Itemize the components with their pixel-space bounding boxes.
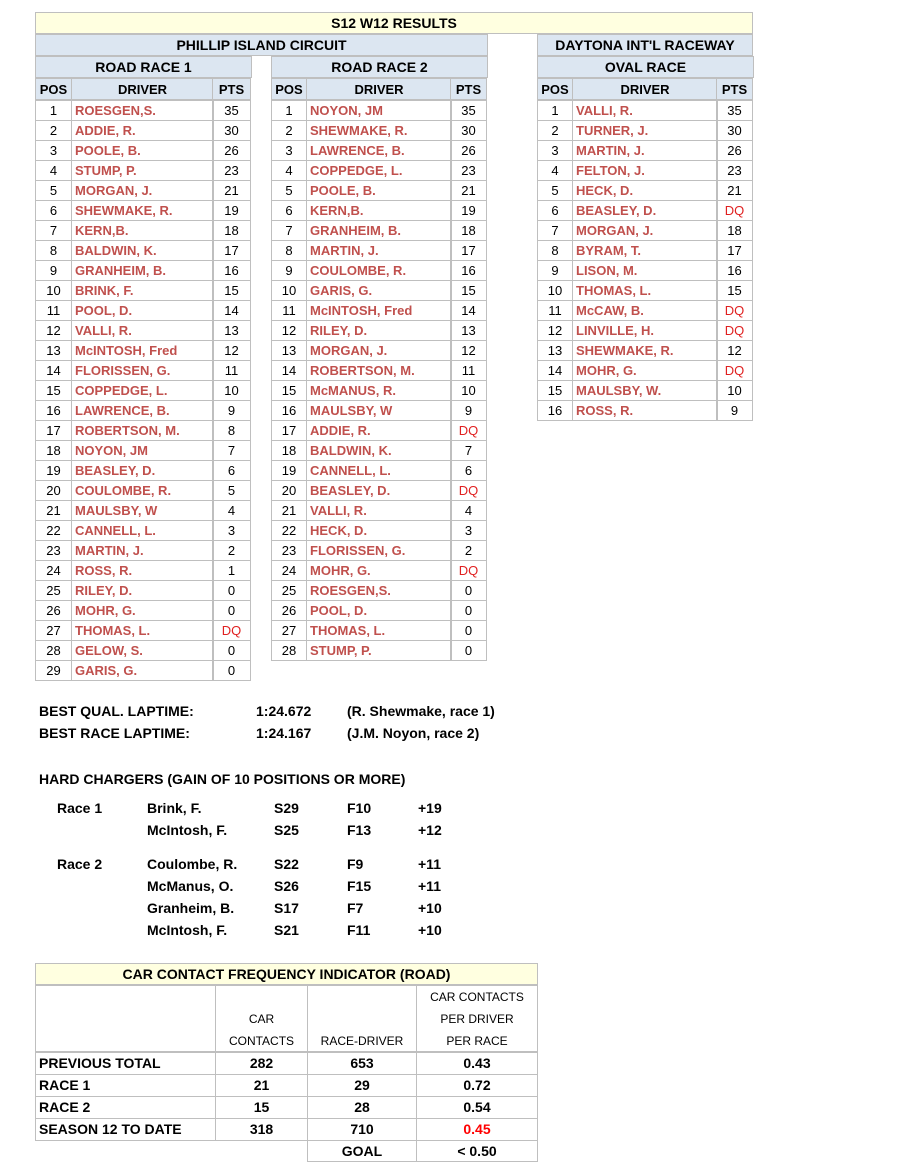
points: 0 bbox=[450, 620, 487, 641]
race-3-pos-header: POS bbox=[537, 78, 573, 100]
points: 12 bbox=[450, 340, 487, 361]
points: 8 bbox=[212, 420, 251, 441]
points: 26 bbox=[212, 140, 251, 161]
position: 1 bbox=[271, 100, 307, 121]
contact-row-per-race: 0.45 bbox=[416, 1118, 538, 1141]
driver-name: MORGAN, J. bbox=[572, 220, 718, 241]
hard-charger-start: S22 bbox=[274, 856, 299, 872]
driver-name: HECK, D. bbox=[572, 180, 718, 201]
points: 6 bbox=[450, 460, 487, 481]
contact-row-race-driver: 29 bbox=[307, 1074, 417, 1097]
position: 1 bbox=[35, 100, 72, 121]
points: 23 bbox=[716, 160, 753, 181]
driver-name: SHEWMAKE, R. bbox=[306, 120, 452, 141]
points: 26 bbox=[716, 140, 753, 161]
hard-charger-finish: F11 bbox=[347, 922, 371, 938]
driver-name: BALDWIN, K. bbox=[71, 240, 214, 261]
driver-name: MARTIN, J. bbox=[71, 540, 214, 561]
position: 24 bbox=[35, 560, 72, 581]
driver-name: POOLE, B. bbox=[306, 180, 452, 201]
points: 23 bbox=[450, 160, 487, 181]
contact-col3-line3: PER RACE bbox=[446, 1034, 508, 1048]
position: 5 bbox=[35, 180, 72, 201]
race-2-name: ROAD RACE 2 bbox=[271, 56, 488, 78]
hard-charger-race-label: Race 1 bbox=[57, 800, 103, 816]
driver-name: MARTIN, J. bbox=[572, 140, 718, 161]
position: 6 bbox=[271, 200, 307, 221]
position: 2 bbox=[35, 120, 72, 141]
driver-name: LINVILLE, H. bbox=[572, 320, 718, 341]
points: 23 bbox=[212, 160, 251, 181]
position: 14 bbox=[271, 360, 307, 381]
driver-name: ROSS, R. bbox=[572, 400, 718, 421]
driver-name: FLORISSEN, G. bbox=[71, 360, 214, 381]
points: 15 bbox=[716, 280, 753, 301]
driver-name: MORGAN, J. bbox=[71, 180, 214, 201]
position: 8 bbox=[271, 240, 307, 261]
points: 18 bbox=[716, 220, 753, 241]
hard-charger-race-label: Race 2 bbox=[57, 856, 103, 872]
points: 0 bbox=[450, 640, 487, 661]
hard-charger-gain: +11 bbox=[418, 856, 441, 872]
position: 6 bbox=[537, 200, 573, 221]
position: 11 bbox=[271, 300, 307, 321]
contact-row-race-driver: 710 bbox=[307, 1118, 417, 1141]
position: 26 bbox=[35, 600, 72, 621]
race-2-pos-header: POS bbox=[271, 78, 307, 100]
points: 7 bbox=[212, 440, 251, 461]
driver-name: MARTIN, J. bbox=[306, 240, 452, 261]
points: 12 bbox=[212, 340, 251, 361]
contact-row-per-race: 0.72 bbox=[416, 1074, 538, 1097]
driver-name: BEASLEY, D. bbox=[306, 480, 452, 501]
points: 0 bbox=[450, 580, 487, 601]
hard-charger-name: McIntosh, F. bbox=[147, 822, 228, 838]
driver-name: SHEWMAKE, R. bbox=[572, 340, 718, 361]
points: 19 bbox=[212, 200, 251, 221]
position: 21 bbox=[35, 500, 72, 521]
points: 17 bbox=[450, 240, 487, 261]
position: 27 bbox=[35, 620, 72, 641]
driver-name: RILEY, D. bbox=[306, 320, 452, 341]
position: 3 bbox=[35, 140, 72, 161]
contact-row-car-contacts: 15 bbox=[215, 1096, 308, 1119]
points: 2 bbox=[212, 540, 251, 561]
contact-row-car-contacts: 21 bbox=[215, 1074, 308, 1097]
position: 10 bbox=[35, 280, 72, 301]
points: 13 bbox=[212, 320, 251, 341]
hard-charger-start: S26 bbox=[274, 878, 299, 894]
driver-name: BYRAM, T. bbox=[572, 240, 718, 261]
driver-name: ROSS, R. bbox=[71, 560, 214, 581]
points: 4 bbox=[450, 500, 487, 521]
goal-label: GOAL bbox=[307, 1140, 417, 1162]
race-1-pts-header: PTS bbox=[212, 78, 251, 100]
driver-name: MOHR, G. bbox=[306, 560, 452, 581]
position: 15 bbox=[35, 380, 72, 401]
position: 25 bbox=[35, 580, 72, 601]
driver-name: LAWRENCE, B. bbox=[71, 400, 214, 421]
points: 30 bbox=[212, 120, 251, 141]
driver-name: CANNELL, L. bbox=[71, 520, 214, 541]
driver-name: COPPEDGE, L. bbox=[71, 380, 214, 401]
best-race-time: 1:24.167 bbox=[256, 725, 312, 741]
driver-name: ROBERTSON, M. bbox=[71, 420, 214, 441]
hard-charger-gain: +19 bbox=[418, 800, 442, 816]
contact-header-car-contacts bbox=[215, 985, 308, 1052]
points: DQ bbox=[716, 300, 753, 321]
driver-name: GELOW, S. bbox=[71, 640, 214, 661]
position: 16 bbox=[271, 400, 307, 421]
race-3-pts-header: PTS bbox=[716, 78, 753, 100]
driver-name: POOL, D. bbox=[306, 600, 452, 621]
driver-name: VALLI, R. bbox=[71, 320, 214, 341]
points: 26 bbox=[450, 140, 487, 161]
points: 12 bbox=[716, 340, 753, 361]
points: 35 bbox=[716, 100, 753, 121]
position: 17 bbox=[271, 420, 307, 441]
position: 20 bbox=[271, 480, 307, 501]
points: 14 bbox=[212, 300, 251, 321]
hard-charger-gain: +11 bbox=[418, 878, 441, 894]
hard-charger-finish: F10 bbox=[347, 800, 372, 816]
position: 23 bbox=[271, 540, 307, 561]
position: 24 bbox=[271, 560, 307, 581]
contact-col1-line2: CONTACTS bbox=[228, 1034, 295, 1048]
position: 3 bbox=[271, 140, 307, 161]
best-race-label: BEST RACE LAPTIME: bbox=[39, 725, 190, 741]
points: 10 bbox=[212, 380, 251, 401]
driver-name: VALLI, R. bbox=[572, 100, 718, 121]
points: 14 bbox=[450, 300, 487, 321]
hard-charger-name: Brink, F. bbox=[147, 800, 202, 816]
points: 11 bbox=[212, 360, 251, 381]
driver-name: ADDIE, R. bbox=[306, 420, 452, 441]
position: 10 bbox=[537, 280, 573, 301]
position: 23 bbox=[35, 540, 72, 561]
position: 5 bbox=[537, 180, 573, 201]
position: 22 bbox=[35, 520, 72, 541]
driver-name: NOYON, JM bbox=[71, 440, 214, 461]
position: 13 bbox=[271, 340, 307, 361]
hard-charger-finish: F9 bbox=[347, 856, 364, 872]
position: 20 bbox=[35, 480, 72, 501]
driver-name: GRANHEIM, B. bbox=[71, 260, 214, 281]
points: 3 bbox=[450, 520, 487, 541]
position: 13 bbox=[537, 340, 573, 361]
points: 9 bbox=[212, 400, 251, 421]
points: 0 bbox=[212, 660, 251, 681]
driver-name: MORGAN, J. bbox=[306, 340, 452, 361]
points: 19 bbox=[450, 200, 487, 221]
position: 18 bbox=[271, 440, 307, 461]
points: 0 bbox=[212, 640, 251, 661]
points: 4 bbox=[212, 500, 251, 521]
driver-name: COPPEDGE, L. bbox=[306, 160, 452, 181]
points: 7 bbox=[450, 440, 487, 461]
points: DQ bbox=[450, 480, 487, 501]
points: DQ bbox=[212, 620, 251, 641]
driver-name: McINTOSH, Fred bbox=[71, 340, 214, 361]
hard-charger-name: McManus, O. bbox=[147, 878, 234, 894]
contact-row-per-race: 0.43 bbox=[416, 1052, 538, 1075]
contact-header-race-driver bbox=[307, 985, 417, 1052]
position: 4 bbox=[271, 160, 307, 181]
hard-charger-finish: F15 bbox=[347, 878, 372, 894]
points: 15 bbox=[450, 280, 487, 301]
driver-name: COULOMBE, R. bbox=[71, 480, 214, 501]
position: 4 bbox=[35, 160, 72, 181]
points: 18 bbox=[450, 220, 487, 241]
hard-charger-start: S21 bbox=[274, 922, 299, 938]
contact-col2-line: RACE-DRIVER bbox=[320, 1034, 404, 1048]
position: 11 bbox=[35, 300, 72, 321]
position: 14 bbox=[35, 360, 72, 381]
position: 15 bbox=[271, 380, 307, 401]
points: DQ bbox=[716, 200, 753, 221]
points: 6 bbox=[212, 460, 251, 481]
driver-name: ROESGEN,S. bbox=[306, 580, 452, 601]
race-3-driver-header: DRIVER bbox=[572, 78, 718, 100]
contact-row-label: SEASON 12 TO DATE bbox=[35, 1118, 216, 1141]
position: 19 bbox=[271, 460, 307, 481]
points: 1 bbox=[212, 560, 251, 581]
driver-name: TURNER, J. bbox=[572, 120, 718, 141]
position: 15 bbox=[537, 380, 573, 401]
position: 16 bbox=[35, 400, 72, 421]
driver-name: SHEWMAKE, R. bbox=[71, 200, 214, 221]
driver-name: RILEY, D. bbox=[71, 580, 214, 601]
position: 5 bbox=[271, 180, 307, 201]
points: 9 bbox=[450, 400, 487, 421]
driver-name: McCAW, B. bbox=[572, 300, 718, 321]
position: 16 bbox=[537, 400, 573, 421]
driver-name: McMANUS, R. bbox=[306, 380, 452, 401]
position: 10 bbox=[271, 280, 307, 301]
position: 7 bbox=[35, 220, 72, 241]
points: 21 bbox=[212, 180, 251, 201]
hard-charger-name: McIntosh, F. bbox=[147, 922, 228, 938]
driver-name: KERN,B. bbox=[71, 220, 214, 241]
driver-name: THOMAS, L. bbox=[71, 620, 214, 641]
contact-row-label: RACE 2 bbox=[35, 1096, 216, 1119]
driver-name: KERN,B. bbox=[306, 200, 452, 221]
points: 35 bbox=[450, 100, 487, 121]
driver-name: COULOMBE, R. bbox=[306, 260, 452, 281]
position: 18 bbox=[35, 440, 72, 461]
position: 7 bbox=[537, 220, 573, 241]
position: 3 bbox=[537, 140, 573, 161]
driver-name: CANNELL, L. bbox=[306, 460, 452, 481]
driver-name: MAULSBY, W bbox=[306, 400, 452, 421]
hard-charger-gain: +10 bbox=[418, 900, 442, 916]
race-3-name: OVAL RACE bbox=[537, 56, 754, 78]
position: 9 bbox=[271, 260, 307, 281]
best-qual-label: BEST QUAL. LAPTIME: bbox=[39, 703, 194, 719]
driver-name: ADDIE, R. bbox=[71, 120, 214, 141]
position: 26 bbox=[271, 600, 307, 621]
points: 0 bbox=[450, 600, 487, 621]
position: 1 bbox=[537, 100, 573, 121]
points: 30 bbox=[716, 120, 753, 141]
position: 19 bbox=[35, 460, 72, 481]
driver-name: GRANHEIM, B. bbox=[306, 220, 452, 241]
contact-row-car-contacts: 282 bbox=[215, 1052, 308, 1075]
points: DQ bbox=[450, 420, 487, 441]
position: 12 bbox=[537, 320, 573, 341]
points: 5 bbox=[212, 480, 251, 501]
hard-charger-finish: F13 bbox=[347, 822, 372, 838]
driver-name: STUMP, P. bbox=[71, 160, 214, 181]
driver-name: FLORISSEN, G. bbox=[306, 540, 452, 561]
position: 27 bbox=[271, 620, 307, 641]
race-1-pos-header: POS bbox=[35, 78, 72, 100]
position: 13 bbox=[35, 340, 72, 361]
position: 6 bbox=[35, 200, 72, 221]
driver-name: HECK, D. bbox=[306, 520, 452, 541]
position: 9 bbox=[35, 260, 72, 281]
points: 3 bbox=[212, 520, 251, 541]
position: 25 bbox=[271, 580, 307, 601]
driver-name: MAULSBY, W bbox=[71, 500, 214, 521]
points: 16 bbox=[212, 260, 251, 281]
hard-charger-start: S25 bbox=[274, 822, 299, 838]
track-daytona: DAYTONA INT'L RACEWAY bbox=[537, 34, 753, 56]
hard-charger-gain: +12 bbox=[418, 822, 442, 838]
driver-name: MAULSBY, W. bbox=[572, 380, 718, 401]
driver-name: THOMAS, L. bbox=[306, 620, 452, 641]
driver-name: FELTON, J. bbox=[572, 160, 718, 181]
driver-name: BEASLEY, D. bbox=[572, 200, 718, 221]
points: 2 bbox=[450, 540, 487, 561]
position: 12 bbox=[35, 320, 72, 341]
results-title: S12 W12 RESULTS bbox=[35, 12, 753, 34]
driver-name: POOL, D. bbox=[71, 300, 214, 321]
position: 14 bbox=[537, 360, 573, 381]
contact-col1-line1: CAR bbox=[248, 1012, 275, 1026]
points: DQ bbox=[716, 360, 753, 381]
contact-row-race-driver: 653 bbox=[307, 1052, 417, 1075]
position: 8 bbox=[537, 240, 573, 261]
position: 4 bbox=[537, 160, 573, 181]
contact-header-label-cell bbox=[35, 985, 216, 1052]
race-1-name: ROAD RACE 1 bbox=[35, 56, 252, 78]
points: DQ bbox=[716, 320, 753, 341]
points: 21 bbox=[450, 180, 487, 201]
points: 0 bbox=[212, 580, 251, 601]
points: 35 bbox=[212, 100, 251, 121]
contact-row-label: PREVIOUS TOTAL bbox=[35, 1052, 216, 1075]
points: 9 bbox=[716, 400, 753, 421]
points: 15 bbox=[212, 280, 251, 301]
position: 22 bbox=[271, 520, 307, 541]
contact-row-race-driver: 28 bbox=[307, 1096, 417, 1119]
driver-name: ROBERTSON, M. bbox=[306, 360, 452, 381]
hard-chargers-title: HARD CHARGERS (GAIN OF 10 POSITIONS OR MORE) bbox=[39, 771, 406, 787]
driver-name: BRINK, F. bbox=[71, 280, 214, 301]
driver-name: POOLE, B. bbox=[71, 140, 214, 161]
driver-name: BALDWIN, K. bbox=[306, 440, 452, 461]
points: 18 bbox=[212, 220, 251, 241]
points: 10 bbox=[716, 380, 753, 401]
driver-name: MOHR, G. bbox=[71, 600, 214, 621]
goal-value: < 0.50 bbox=[416, 1140, 538, 1162]
points: 10 bbox=[450, 380, 487, 401]
points: 16 bbox=[716, 260, 753, 281]
contact-header-per-race bbox=[416, 985, 538, 1052]
hard-charger-finish: F7 bbox=[347, 900, 364, 916]
driver-name: LISON, M. bbox=[572, 260, 718, 281]
driver-name: ROESGEN,S. bbox=[71, 100, 214, 121]
contact-col3-line2: PER DRIVER bbox=[440, 1012, 514, 1026]
hard-charger-start: S29 bbox=[274, 800, 299, 816]
contact-row-label: RACE 1 bbox=[35, 1074, 216, 1097]
points: DQ bbox=[450, 560, 487, 581]
driver-name: VALLI, R. bbox=[306, 500, 452, 521]
points: 17 bbox=[212, 240, 251, 261]
position: 29 bbox=[35, 660, 72, 681]
position: 28 bbox=[271, 640, 307, 661]
car-contact-title: CAR CONTACT FREQUENCY INDICATOR (ROAD) bbox=[35, 963, 538, 985]
position: 8 bbox=[35, 240, 72, 261]
driver-name: STUMP, P. bbox=[306, 640, 452, 661]
points: 21 bbox=[716, 180, 753, 201]
position: 21 bbox=[271, 500, 307, 521]
position: 7 bbox=[271, 220, 307, 241]
best-qual-driver: (R. Shewmake, race 1) bbox=[347, 703, 495, 719]
points: 11 bbox=[450, 360, 487, 381]
driver-name: NOYON, JM bbox=[306, 100, 452, 121]
points: 16 bbox=[450, 260, 487, 281]
contact-row-per-race: 0.54 bbox=[416, 1096, 538, 1119]
points: 30 bbox=[450, 120, 487, 141]
position: 11 bbox=[537, 300, 573, 321]
position: 2 bbox=[271, 120, 307, 141]
points: 0 bbox=[212, 600, 251, 621]
driver-name: GARIS, G. bbox=[71, 660, 214, 681]
driver-name: BEASLEY, D. bbox=[71, 460, 214, 481]
contact-col3-line1: CAR CONTACTS bbox=[430, 990, 524, 1004]
driver-name: MOHR, G. bbox=[572, 360, 718, 381]
position: 17 bbox=[35, 420, 72, 441]
hard-charger-name: Granheim, B. bbox=[147, 900, 235, 916]
position: 12 bbox=[271, 320, 307, 341]
best-qual-time: 1:24.672 bbox=[256, 703, 312, 719]
race-1-driver-header: DRIVER bbox=[71, 78, 214, 100]
track-phillip-island: PHILLIP ISLAND CIRCUIT bbox=[35, 34, 488, 56]
hard-charger-name: Coulombe, R. bbox=[147, 856, 238, 872]
points: 17 bbox=[716, 240, 753, 261]
contact-row-car-contacts: 318 bbox=[215, 1118, 308, 1141]
best-race-driver: (J.M. Noyon, race 2) bbox=[347, 725, 480, 741]
position: 2 bbox=[537, 120, 573, 141]
position: 28 bbox=[35, 640, 72, 661]
hard-charger-gain: +10 bbox=[418, 922, 442, 938]
driver-name: LAWRENCE, B. bbox=[306, 140, 452, 161]
hard-charger-start: S17 bbox=[274, 900, 299, 916]
race-2-driver-header: DRIVER bbox=[306, 78, 452, 100]
points: 13 bbox=[450, 320, 487, 341]
position: 9 bbox=[537, 260, 573, 281]
race-2-pts-header: PTS bbox=[450, 78, 487, 100]
driver-name: McINTOSH, Fred bbox=[306, 300, 452, 321]
driver-name: THOMAS, L. bbox=[572, 280, 718, 301]
driver-name: GARIS, G. bbox=[306, 280, 452, 301]
